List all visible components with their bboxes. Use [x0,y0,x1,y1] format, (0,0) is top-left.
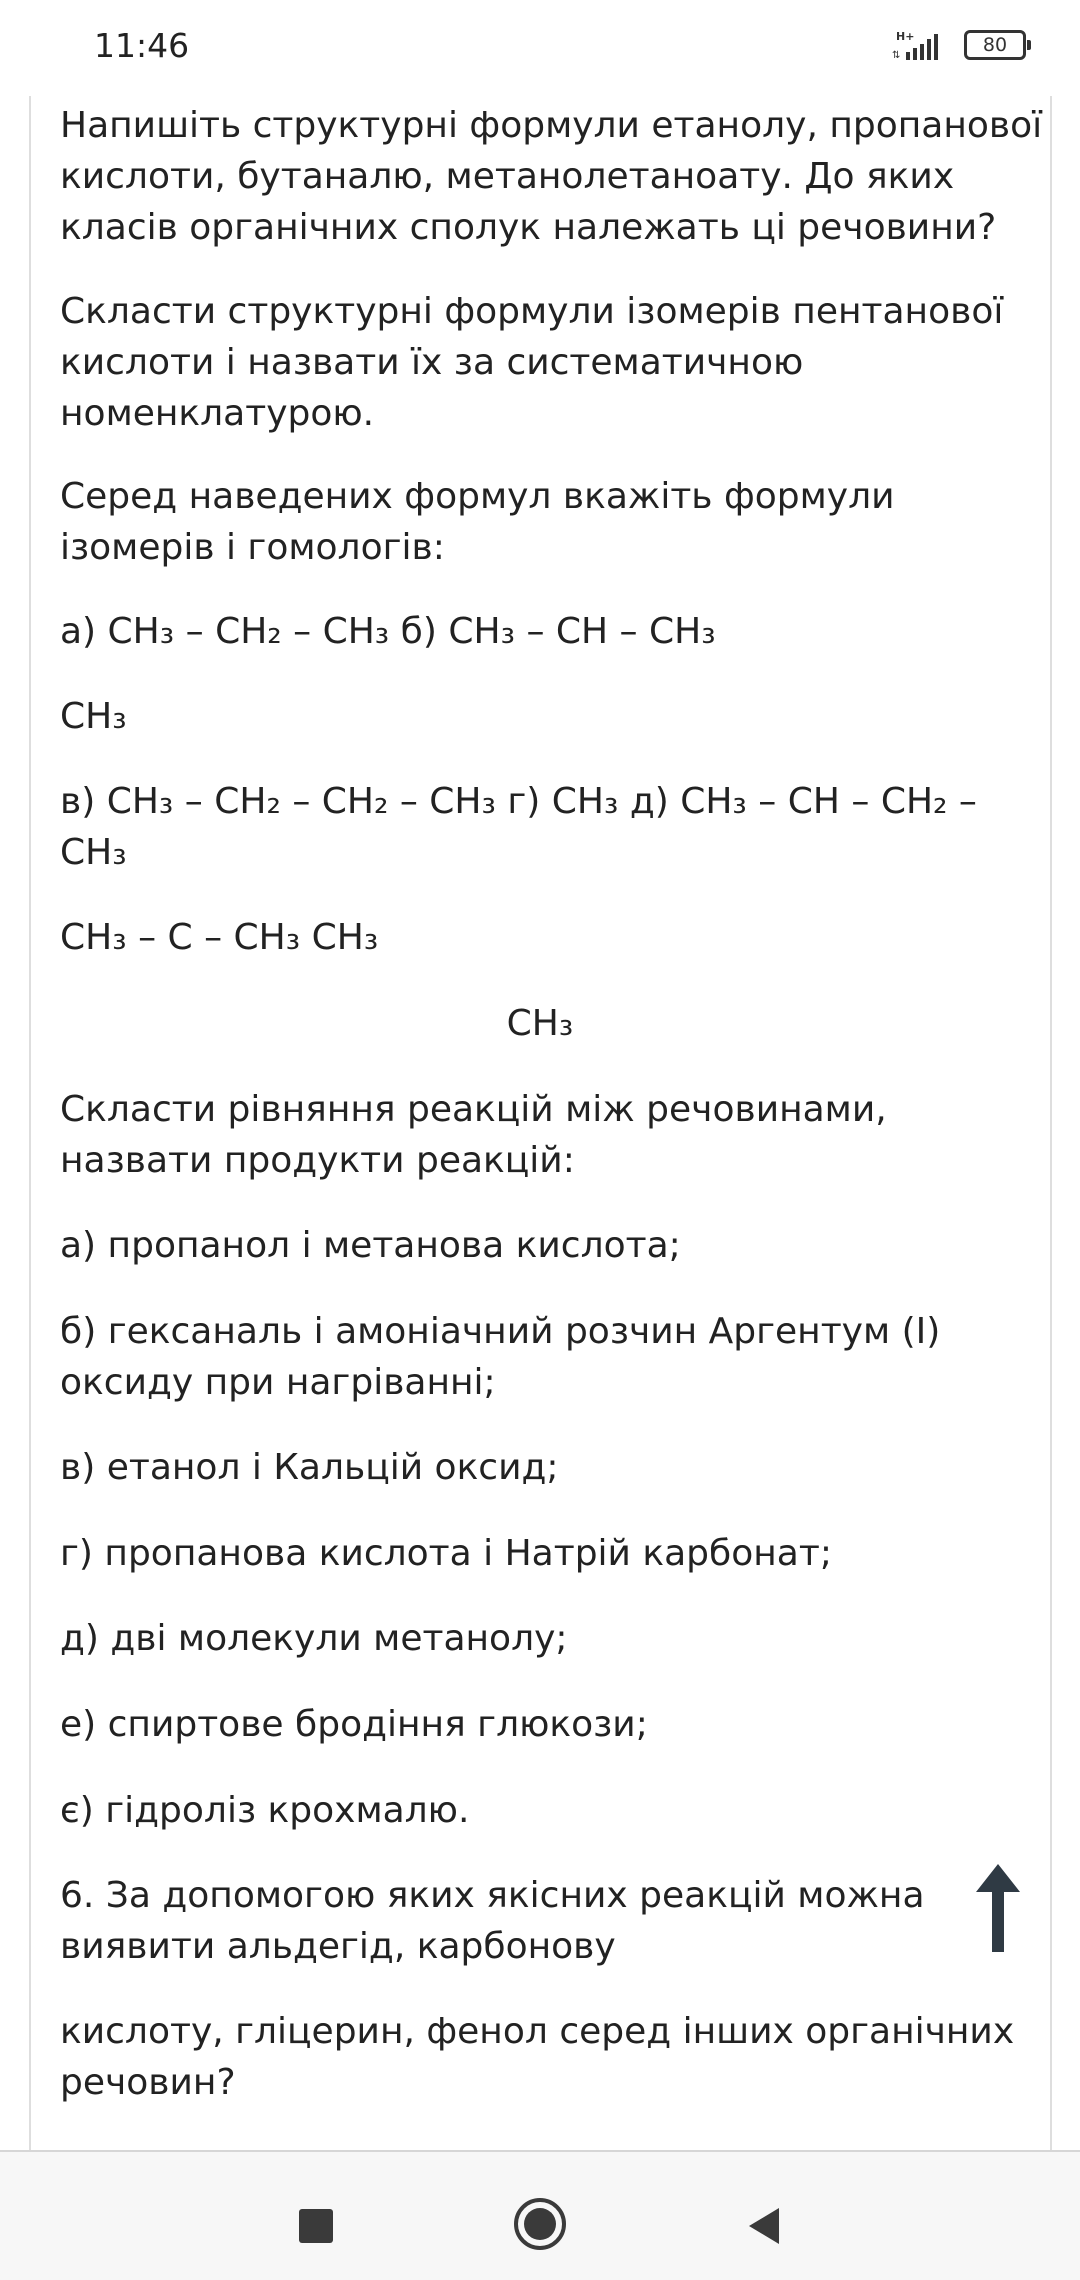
content-area[interactable] [29,96,1052,2150]
reaction-item-g: г) пропанова кислота і Натрій карбонат; [60,1533,832,1574]
arrow-up-icon[interactable] [968,1862,1028,1954]
reaction-item-a: а) пропанол і метанова кислота; [60,1225,681,1266]
formula-branch-g: CH₃ [506,1003,574,1044]
question-reactions: Скласти рівняння реакцій між речовинами, назвати продукти реакцій: [60,1089,887,1181]
question-isomers-homologs: Серед наведених формул вкажіть формули ізомерів і гомологів: [60,476,895,568]
question-structural-formulas: Напишіть структурні формули етанолу, пропанової кислоти, бутаналю, метанолетаноату. До яких класів органічних сполук належать ці речовини? [60,105,1043,248]
formula-line-g: CH₃ – C – CH₃ CH₃ [60,917,379,958]
navigation-bar [0,2152,1080,2280]
status-bar [0,0,1080,96]
question-6-continued: кислоту, гліцерин, фенол серед інших органічних речовин? [60,2011,1015,2103]
reaction-item-d: д) дві молекули метанолу; [60,1618,568,1659]
formula-branch-b: CH₃ [60,696,127,737]
network-type-label: H+ [896,30,915,43]
formula-line-vgd: в) CH₃ – CH₂ – CH₂ – CH₃ г) CH₃ д) CH₃ – CH – CH₂ – CH₃ [60,781,977,873]
reaction-item-v: в) етанол і Кальцій оксид; [60,1447,559,1488]
svg-text:⇅: ⇅ [892,50,901,61]
battery-icon: 80 [964,30,1026,60]
reaction-item-ye: є) гідроліз крохмалю. [60,1790,470,1831]
square-icon[interactable] [286,2196,346,2256]
circle-icon[interactable] [510,2194,570,2254]
question-isomers-pentanoic: Скласти структурні формули ізомерів пентанової кислоти і назвати їх за систематичною номенклатурою. [60,291,1004,434]
question-6: 6. За допомогою яких якісних реакцій можна виявити альдегід, карбонову [60,1875,925,1967]
status-time: 11:46 [94,26,190,65]
reaction-item-b: б) гексаналь і амоніачний розчин Аргентум (I) оксиду при нагріванні; [60,1311,941,1403]
reaction-item-e: е) спиртове бродіння глюкози; [60,1704,648,1745]
signal-icon [892,28,952,62]
formula-line-ab: а) CH₃ – CH₂ – CH₃ б) CH₃ – CH – CH₃ [60,611,716,652]
triangle-left-icon[interactable] [735,2196,795,2256]
